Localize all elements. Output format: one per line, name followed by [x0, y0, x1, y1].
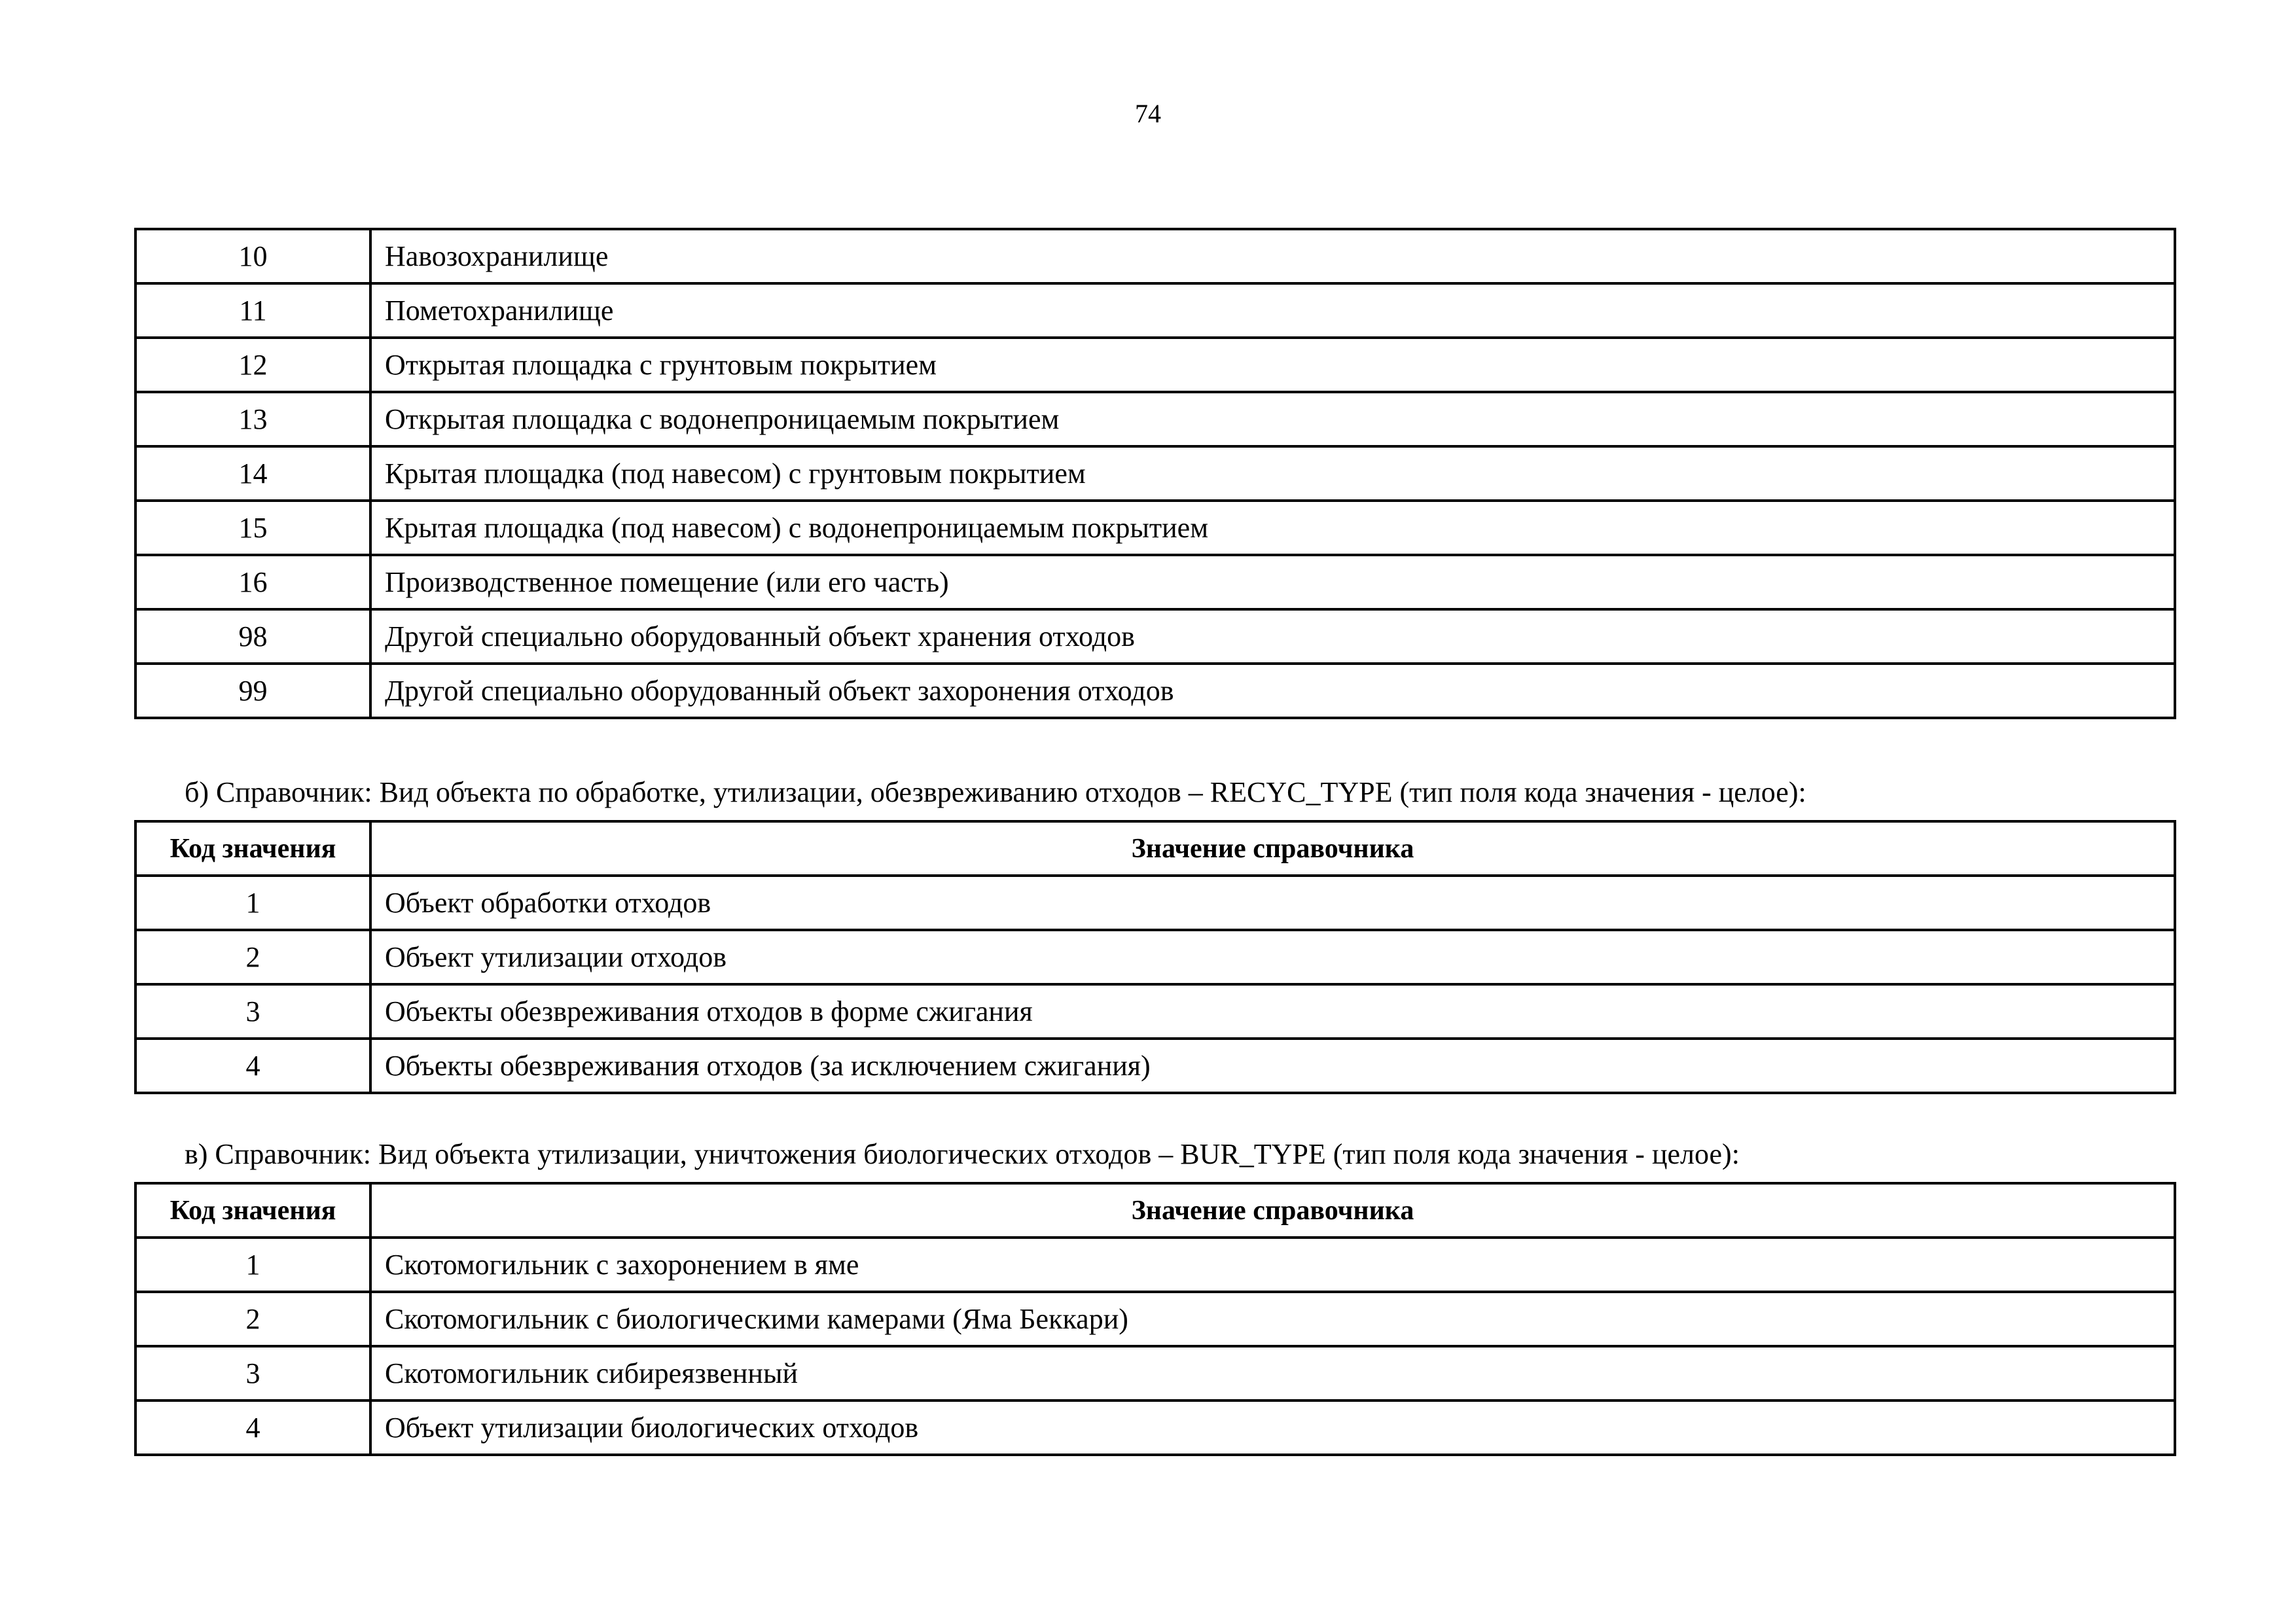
table-row — [135, 446, 2175, 501]
code-cell: 12 — [135, 338, 370, 392]
table-row — [135, 229, 2175, 283]
table-row — [135, 1292, 2175, 1346]
table-row — [135, 609, 2175, 664]
table-row — [135, 930, 2175, 984]
value-cell: Навозохранилище — [370, 229, 2175, 283]
bur-type-table — [134, 1182, 2176, 1456]
value-cell: Объекты обезвреживания отходов (за исключением сжигания) — [370, 1039, 2175, 1093]
header-value: Значение справочника — [370, 1183, 2175, 1238]
value-cell: Производственное помещение (или его часть) — [370, 555, 2175, 609]
table-row — [135, 392, 2175, 446]
table-row — [135, 555, 2175, 609]
code-cell: 14 — [135, 446, 370, 501]
code-cell: 13 — [135, 392, 370, 446]
code-cell: 3 — [135, 1346, 370, 1400]
table-row — [135, 283, 2175, 338]
value-cell: Другой специально оборудованный объект захоронения отходов — [370, 664, 2175, 718]
table-row — [135, 664, 2175, 718]
value-cell: Объект утилизации биологических отходов — [370, 1400, 2175, 1455]
table-row — [135, 338, 2175, 392]
code-cell: 11 — [135, 283, 370, 338]
code-cell: 4 — [135, 1400, 370, 1455]
table-row — [135, 984, 2175, 1039]
page-number: 74 — [1135, 99, 1161, 128]
code-cell: 2 — [135, 1292, 370, 1346]
table-row — [135, 876, 2175, 930]
value-cell: Объекты обезвреживания отходов в форме сжигания — [370, 984, 2175, 1039]
table-header-row — [135, 821, 2175, 876]
value-cell: Открытая площадка с водонепроницаемым покрытием — [370, 392, 2175, 446]
header-code: Код значения — [135, 1183, 370, 1238]
table-row — [135, 1346, 2175, 1400]
table-row — [135, 501, 2175, 555]
table-row — [135, 1039, 2175, 1093]
code-cell: 99 — [135, 664, 370, 718]
code-cell: 98 — [135, 609, 370, 664]
value-cell: Объект обработки отходов — [370, 876, 2175, 930]
value-cell: Крытая площадка (под навесом) с грунтовым покрытием — [370, 446, 2175, 501]
value-cell: Открытая площадка с грунтовым покрытием — [370, 338, 2175, 392]
code-cell: 3 — [135, 984, 370, 1039]
section-b-caption: б) Справочник: Вид объекта по обработке, утилизации, обезвреживанию отходов – RECYC_TYPE (тип поля кода значения - целое): — [185, 776, 1806, 808]
value-cell: Другой специально оборудованный объект хранения отходов — [370, 609, 2175, 664]
table-row — [135, 1238, 2175, 1292]
code-cell: 10 — [135, 229, 370, 283]
table-header-row — [135, 1183, 2175, 1238]
storage-object-table — [134, 228, 2176, 719]
code-cell: 15 — [135, 501, 370, 555]
value-cell: Скотомогильник с биологическими камерами (Яма Беккари) — [370, 1292, 2175, 1346]
table-row — [135, 1400, 2175, 1455]
value-cell: Объект утилизации отходов — [370, 930, 2175, 984]
recyc-type-table — [134, 820, 2176, 1094]
value-cell: Пометохранилище — [370, 283, 2175, 338]
value-cell: Крытая площадка (под навесом) с водонепроницаемым покрытием — [370, 501, 2175, 555]
section-c-caption: в) Справочник: Вид объекта утилизации, уничтожения биологических отходов – BUR_TYPE (тип поля кода значения - целое): — [185, 1138, 1740, 1170]
code-cell: 4 — [135, 1039, 370, 1093]
code-cell: 16 — [135, 555, 370, 609]
code-cell: 2 — [135, 930, 370, 984]
code-cell: 1 — [135, 1238, 370, 1292]
code-cell: 1 — [135, 876, 370, 930]
header-value: Значение справочника — [370, 821, 2175, 876]
value-cell: Скотомогильник с захоронением в яме — [370, 1238, 2175, 1292]
value-cell: Скотомогильник сибиреязвенный — [370, 1346, 2175, 1400]
header-code: Код значения — [135, 821, 370, 876]
